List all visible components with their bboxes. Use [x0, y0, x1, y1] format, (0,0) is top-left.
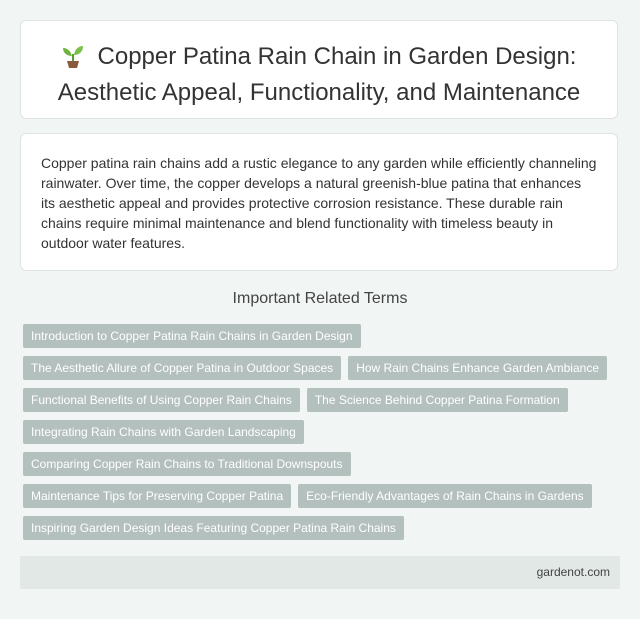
related-term-tag[interactable]: Introduction to Copper Patina Rain Chains in Garden Design	[23, 324, 361, 348]
title-line-2: Aesthetic Appeal, Functionality, and Maintenance	[57, 79, 581, 106]
site-link[interactable]: gardenot.com	[536, 565, 610, 579]
title-card	[20, 20, 618, 119]
related-term-tag[interactable]: Maintenance Tips for Preserving Copper Patina	[23, 484, 291, 508]
related-term-tag[interactable]: Functional Benefits of Using Copper Rain Chains	[23, 388, 300, 412]
related-term-tag[interactable]: Comparing Copper Rain Chains to Traditional Downspouts	[23, 452, 351, 476]
footer	[20, 556, 620, 589]
related-term-tag[interactable]: Integrating Rain Chains with Garden Landscaping	[23, 420, 304, 444]
related-term-tag[interactable]: Inspiring Garden Design Ideas Featuring Copper Patina Rain Chains	[23, 516, 404, 540]
title-line-1: Copper Patina Rain Chain in Garden Design:	[97, 43, 577, 70]
related-term-tag[interactable]: How Rain Chains Enhance Garden Ambiance	[348, 356, 607, 380]
related-term-tag[interactable]: The Science Behind Copper Patina Formation	[307, 388, 568, 412]
related-term-tag[interactable]: The Aesthetic Allure of Copper Patina in Outdoor Spaces	[23, 356, 341, 380]
related-terms-heading: Important Related Terms	[232, 290, 408, 307]
page-title	[21, 21, 617, 109]
description-text: Copper patina rain chains add a rustic elegance to any garden while efficiently channeling rainwater. Over time, the copper develops a natural greenish-blue patina that enhances its aesthetic appeal and provides protective corrosion resistance. These durable rain chains require minimal maintenance and blend functionality with timeless beauty in outdoor water features.	[41, 155, 597, 251]
sprout-icon	[62, 44, 84, 77]
related-term-tag[interactable]: Eco-Friendly Advantages of Rain Chains in Gardens	[298, 484, 591, 508]
related-terms-list	[23, 324, 621, 540]
description-card	[20, 133, 618, 271]
